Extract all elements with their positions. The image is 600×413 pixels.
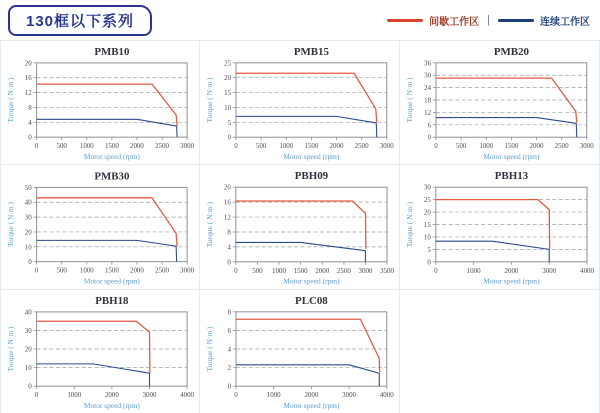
x-tick-label: 2000 [529, 142, 544, 151]
y-tick-label: 0 [28, 134, 32, 142]
y-axis-label: Torque ( N·m ) [5, 202, 15, 247]
y-tick-label: 10 [24, 244, 32, 252]
x-tick-label: 2000 [504, 266, 519, 275]
x-axis-label: Motor speed (rpm) [283, 276, 340, 286]
y-tick-label: 0 [427, 133, 432, 142]
x-tick-label: 1500 [293, 266, 308, 275]
x-tick-label: 2000 [130, 143, 144, 151]
y-tick-label: 8 [28, 104, 32, 112]
x-tick-label: 1000 [266, 391, 281, 400]
x-tick-label: 1000 [272, 266, 286, 275]
y-tick-label: 8 [227, 228, 231, 237]
x-tick-label: 1000 [279, 142, 294, 151]
intermittent-series [436, 78, 577, 123]
x-tick-label: 1000 [466, 266, 481, 275]
x-axis-label: Motor speed (rpm) [83, 276, 140, 286]
x-tick-label: 4000 [379, 391, 394, 400]
x-tick-label: 3000 [379, 142, 394, 151]
x-tick-label: 500 [455, 142, 467, 151]
x-tick-label: 2500 [336, 266, 351, 275]
x-tick-label: 3000 [542, 266, 557, 275]
continuous-series [436, 118, 577, 138]
y-tick-label: 20 [24, 60, 32, 68]
empty-cell [400, 290, 600, 413]
plot-frame [236, 63, 387, 137]
chart-cell-pmb10 [0, 41, 200, 165]
chart-cell-pbh18 [0, 290, 200, 413]
x-axis-label: Motor speed (rpm) [283, 152, 340, 162]
y-tick-label: 0 [227, 258, 231, 267]
intermittent-series [236, 73, 377, 122]
y-tick-label: 0 [427, 258, 431, 267]
y-tick-label: 4 [28, 119, 32, 127]
y-tick-label: 4 [227, 345, 232, 354]
x-tick-label: 2000 [329, 142, 344, 151]
x-tick-label: 1000 [479, 142, 494, 151]
y-tick-label: 16 [24, 75, 32, 83]
torque-speed-chart [400, 165, 599, 289]
chart-title: PBH09 [294, 170, 329, 183]
x-axis-label: Motor speed (rpm) [483, 152, 540, 162]
x-tick-label: 0 [234, 391, 238, 400]
x-tick-label: 2000 [130, 267, 144, 275]
y-tick-label: 15 [224, 89, 232, 98]
chart-title: PMB15 [293, 45, 329, 58]
x-tick-label: 0 [34, 392, 39, 400]
chart-cell-pbh13 [400, 165, 600, 290]
legend-label-continuous: 连续工作区 [540, 16, 590, 28]
x-tick-label: 2500 [155, 267, 169, 275]
x-tick-label: 2500 [155, 143, 169, 151]
chart-title: PMB20 [493, 45, 529, 58]
x-tick-label: 3500 [380, 266, 395, 275]
torque-speed-chart [200, 165, 399, 289]
y-tick-label: 30 [424, 71, 432, 80]
intermittent-line-swatch [387, 19, 423, 22]
y-tick-label: 30 [423, 183, 431, 192]
y-tick-label: 10 [423, 233, 431, 242]
y-tick-label: 20 [223, 183, 231, 192]
chart-cell-pmb30 [0, 165, 200, 290]
legend-item-intermittent [387, 13, 479, 28]
y-axis-label: Torque ( N·m ) [404, 201, 414, 248]
y-tick-label: 4 [227, 243, 231, 252]
x-tick-label: 0 [234, 266, 238, 275]
y-tick-label: 25 [423, 196, 431, 205]
y-tick-label: 6 [427, 121, 432, 130]
y-tick-label: 20 [224, 74, 232, 83]
chart-title: PLC08 [295, 294, 328, 307]
chart-cell-plc08 [200, 290, 400, 413]
continuous-series [37, 240, 177, 261]
chart-cell-pmb20 [400, 41, 600, 165]
x-axis-label: Motor speed (rpm) [83, 151, 140, 161]
x-tick-label: 0 [234, 142, 238, 151]
y-axis-label: Torque ( N·m ) [204, 201, 214, 248]
x-tick-label: 3000 [180, 267, 195, 275]
x-tick-label: 0 [434, 142, 438, 151]
x-tick-label: 1500 [104, 143, 119, 151]
x-tick-label: 2500 [554, 142, 569, 151]
continuous-series [236, 116, 377, 137]
x-tick-label: 500 [255, 142, 267, 151]
y-tick-label: 18 [424, 96, 432, 105]
continuous-line-swatch [498, 19, 534, 22]
legend-separator: | [487, 14, 490, 26]
y-tick-label: 5 [427, 245, 431, 254]
x-tick-label: 4000 [580, 266, 595, 275]
torque-speed-chart [200, 290, 399, 413]
y-axis-label: Torque ( N·m ) [5, 326, 15, 372]
chart-title: PBH18 [95, 294, 129, 307]
plot-frame [37, 187, 187, 261]
torque-speed-chart [200, 41, 399, 164]
y-tick-label: 0 [227, 133, 232, 142]
chart-title: PBH13 [494, 170, 529, 183]
y-tick-label: 10 [24, 365, 32, 373]
x-tick-label: 2000 [104, 392, 119, 400]
series-title-box [8, 5, 152, 36]
x-tick-label: 2000 [315, 266, 330, 275]
chart-title: PMB10 [94, 45, 130, 58]
x-tick-label: 3000 [342, 391, 357, 400]
y-tick-label: 12 [424, 108, 432, 117]
x-tick-label: 1500 [104, 267, 119, 275]
x-tick-label: 1000 [79, 267, 94, 275]
x-tick-label: 1000 [79, 143, 94, 151]
x-tick-label: 3000 [358, 266, 373, 275]
y-tick-label: 0 [227, 382, 232, 391]
y-axis-label: Torque ( N·m ) [405, 77, 415, 123]
intermittent-series [37, 321, 150, 373]
x-tick-label: 4000 [180, 392, 195, 400]
y-tick-label: 20 [423, 208, 431, 217]
x-tick-label: 1000 [67, 392, 82, 400]
y-tick-label: 15 [423, 221, 431, 229]
y-tick-label: 20 [24, 229, 32, 237]
x-tick-label: 2500 [354, 142, 369, 151]
y-tick-label: 0 [28, 383, 32, 391]
y-tick-label: 12 [223, 213, 231, 222]
chart-cell-pmb15 [200, 41, 400, 165]
continuous-series [236, 242, 366, 261]
y-tick-label: 2 [227, 364, 232, 373]
page-header [0, 0, 600, 40]
y-tick-label: 30 [24, 214, 32, 222]
chart-cell-pbh09 [200, 165, 400, 290]
x-tick-label: 0 [434, 266, 438, 275]
x-axis-label: Motor speed (rpm) [283, 401, 340, 411]
y-tick-label: 36 [424, 59, 432, 68]
x-tick-label: 3000 [142, 392, 157, 400]
y-tick-label: 30 [24, 327, 32, 335]
intermittent-series [37, 198, 177, 246]
x-axis-label: Motor speed (rpm) [483, 276, 540, 286]
y-tick-label: 12 [24, 90, 32, 98]
y-tick-label: 24 [424, 84, 432, 93]
y-tick-label: 50 [24, 184, 32, 192]
y-axis-label: Torque ( N·m ) [5, 77, 15, 123]
intermittent-series [236, 201, 366, 249]
x-tick-label: 0 [34, 143, 39, 151]
torque-speed-chart [1, 165, 199, 289]
chart-title: PMB30 [94, 170, 130, 183]
y-tick-label: 20 [24, 346, 32, 354]
y-tick-label: 16 [223, 198, 231, 207]
y-axis-label: Torque ( N·m ) [205, 77, 215, 123]
charts-grid [0, 40, 600, 413]
y-tick-label: 40 [24, 199, 32, 207]
x-tick-label: 3000 [180, 143, 195, 151]
x-tick-label: 500 [56, 267, 67, 275]
y-tick-label: 6 [227, 326, 232, 335]
x-tick-label: 0 [34, 267, 39, 275]
y-tick-label: 8 [227, 308, 232, 317]
x-tick-label: 500 [252, 266, 263, 275]
x-tick-label: 3000 [579, 142, 594, 151]
y-tick-label: 40 [24, 309, 32, 317]
y-tick-label: 25 [224, 59, 232, 68]
y-tick-label: 5 [227, 118, 232, 127]
intermittent-series [436, 200, 550, 250]
series-title: 130框以下系列 [26, 12, 135, 30]
continuous-series [37, 364, 150, 386]
y-tick-label: 10 [224, 103, 232, 112]
legend [387, 13, 590, 28]
y-axis-label: Torque ( N·m ) [205, 326, 215, 372]
x-axis-label: Motor speed (rpm) [83, 400, 140, 410]
torque-speed-chart [400, 41, 599, 164]
y-tick-label: 0 [28, 259, 32, 267]
x-tick-label: 2000 [304, 391, 319, 400]
x-tick-label: 1500 [304, 142, 319, 151]
legend-item-continuous [498, 13, 590, 28]
x-tick-label: 500 [56, 143, 67, 151]
continuous-series [436, 241, 549, 262]
torque-speed-chart [1, 41, 199, 164]
legend-label-intermittent: 间歇工作区 [429, 16, 480, 28]
x-tick-label: 1500 [504, 142, 519, 151]
torque-speed-chart [1, 290, 199, 413]
